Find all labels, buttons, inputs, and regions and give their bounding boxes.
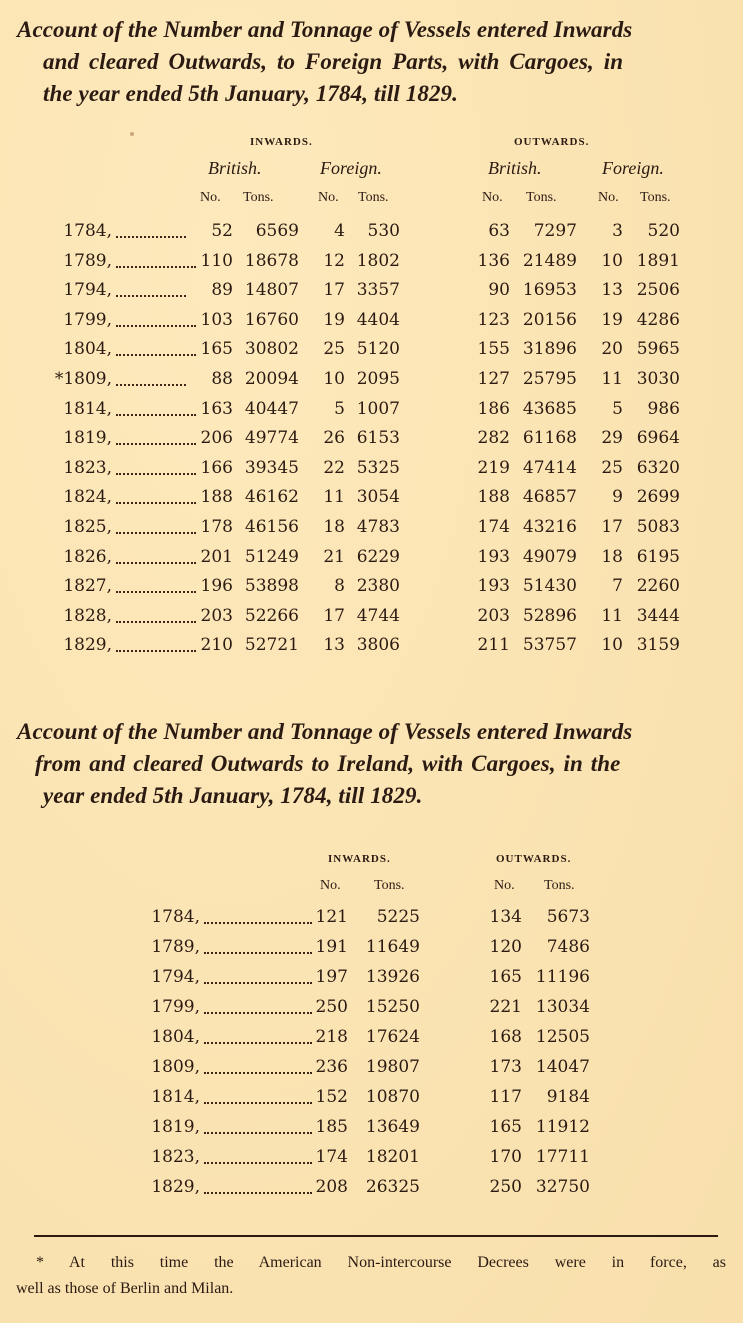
inwards-british-tons: 16760 (244, 309, 299, 330)
table1-row (0, 217, 743, 245)
inwards-foreign-no: 19 (323, 309, 345, 330)
outwards-foreign-no: 7 (612, 576, 623, 597)
year-label: 1827, (63, 576, 112, 597)
outwards-foreign-no: 20 (601, 339, 623, 360)
table2-title (17, 716, 632, 812)
footnote-line: * At this time the American Non-intercourse Decrees were in force, as (36, 1254, 726, 1271)
year-label: 1804, (151, 1027, 200, 1047)
table1-in-foreign-header: Foreign. (320, 158, 382, 178)
table2-row (0, 1053, 743, 1081)
inwards-tons: 26325 (365, 1177, 420, 1197)
outwards-no: 165 (489, 1117, 522, 1137)
outwards-foreign-tons: 5083 (636, 517, 680, 537)
table1-row (0, 602, 743, 630)
table2-row (0, 1113, 743, 1141)
outwards-british-no: 123 (477, 309, 510, 330)
outwards-foreign-tons: 3030 (636, 369, 680, 389)
year-label: 1819, (63, 428, 112, 449)
inwards-tons: 19807 (365, 1057, 420, 1077)
inwards-british-tons: 52266 (244, 605, 299, 626)
inwards-tons: 18201 (365, 1147, 420, 1167)
inwards-foreign-no: 10 (323, 369, 345, 389)
table1-in-british-header: British. (208, 158, 262, 178)
outwards-no: 168 (489, 1027, 522, 1047)
inwards-tons: 13649 (365, 1117, 420, 1137)
outwards-tons: 14047 (535, 1057, 590, 1077)
outwards-tons: 32750 (535, 1177, 590, 1197)
inwards-no: 121 (315, 907, 348, 927)
outwards-foreign-no: 25 (601, 457, 623, 478)
inwards-foreign-no: 17 (323, 280, 345, 301)
year-label: *1809, (54, 369, 112, 389)
outwards-tons: 17711 (535, 1147, 590, 1167)
outwards-foreign-no: 5 (612, 398, 623, 419)
inwards-british-no: 89 (211, 280, 233, 301)
year-label: 1799, (63, 309, 112, 330)
inwards-no: 208 (315, 1177, 348, 1197)
outwards-foreign-no: 10 (601, 635, 623, 656)
table1-col-tons: Tons. (640, 190, 671, 205)
outwards-foreign-no: 3 (612, 221, 623, 241)
table1-row (0, 335, 743, 363)
table2-col-no: No. (320, 878, 341, 893)
table2-row (0, 1143, 743, 1171)
outwards-tons: 11196 (535, 967, 590, 987)
table1-inwards-header: INWARDS. (250, 136, 313, 148)
inwards-foreign-no: 22 (323, 457, 345, 478)
outwards-foreign-no: 17 (601, 517, 623, 537)
inwards-british-no: 110 (200, 250, 233, 271)
outwards-tons: 9184 (546, 1087, 590, 1107)
inwards-tons: 15250 (365, 997, 420, 1017)
table1-row (0, 247, 743, 275)
inwards-british-no: 206 (200, 428, 233, 449)
outwards-british-no: 282 (477, 428, 510, 449)
outwards-no: 221 (489, 997, 522, 1017)
table1-col-no: No. (482, 190, 503, 205)
table1-col-tons: Tons. (358, 190, 389, 205)
inwards-foreign-tons: 6229 (356, 546, 400, 567)
outwards-foreign-no: 13 (601, 280, 623, 301)
inwards-foreign-no: 26 (323, 428, 345, 449)
outwards-foreign-no: 9 (612, 487, 623, 508)
inwards-british-no: 203 (200, 605, 233, 626)
outwards-foreign-tons: 3159 (636, 635, 680, 656)
table1-row (0, 276, 743, 304)
outwards-british-no: 193 (477, 546, 510, 567)
inwards-foreign-tons: 1007 (356, 398, 400, 419)
outwards-british-no: 90 (488, 280, 510, 301)
inwards-british-no: 166 (200, 457, 233, 478)
outwards-british-no: 219 (477, 457, 510, 478)
outwards-foreign-no: 11 (601, 605, 623, 626)
year-label: 1829, (151, 1177, 200, 1197)
table1-title-line: the year ended 5th January, 1784, till 1829. (43, 81, 458, 106)
outwards-british-no: 193 (477, 576, 510, 597)
inwards-british-tons: 20094 (244, 369, 299, 389)
table2-row (0, 963, 743, 991)
inwards-british-tons: 51249 (244, 546, 299, 567)
outwards-british-no: 186 (477, 398, 510, 419)
footnote-rule (34, 1235, 718, 1237)
outwards-foreign-tons: 2699 (636, 487, 680, 508)
year-label: 1823, (151, 1147, 200, 1167)
inwards-british-tons: 18678 (244, 250, 299, 271)
outwards-foreign-tons: 2506 (636, 280, 680, 301)
table1-outwards-header: OUTWARDS. (514, 136, 590, 148)
outwards-foreign-tons: 3444 (636, 605, 680, 626)
outwards-no: 117 (489, 1087, 522, 1107)
inwards-british-tons: 52721 (244, 635, 299, 656)
outwards-foreign-tons: 6964 (636, 428, 680, 449)
outwards-no: 120 (489, 937, 522, 957)
inwards-no: 152 (315, 1087, 348, 1107)
year-label: 1828, (63, 605, 112, 626)
inwards-british-no: 178 (200, 517, 233, 537)
footnote (16, 1250, 726, 1302)
inwards-british-no: 188 (200, 487, 233, 508)
outwards-british-no: 63 (488, 221, 510, 241)
inwards-foreign-tons: 3806 (356, 635, 400, 656)
inwards-foreign-tons: 3357 (356, 280, 400, 301)
table2-title-line: year ended 5th January, 1784, till 1829. (43, 783, 423, 808)
table2-col-tons: Tons. (374, 878, 405, 893)
year-label: 1824, (63, 487, 112, 508)
outwards-british-no: 155 (477, 339, 510, 360)
outwards-british-no: 188 (477, 487, 510, 508)
table1-out-british-header: British. (488, 158, 542, 178)
year-label: 1789, (151, 937, 200, 957)
outwards-british-tons: 49079 (522, 546, 577, 567)
inwards-foreign-no: 11 (323, 487, 345, 508)
outwards-british-no: 211 (477, 635, 510, 656)
outwards-foreign-no: 18 (601, 546, 623, 567)
table2-row (0, 903, 743, 931)
inwards-foreign-no: 21 (323, 546, 345, 567)
year-label: 1809, (151, 1057, 200, 1077)
outwards-foreign-tons: 1891 (636, 250, 680, 271)
outwards-foreign-tons: 520 (647, 221, 680, 241)
year-label: 1823, (63, 457, 112, 478)
outwards-foreign-tons: 986 (647, 398, 680, 419)
table1-col-no: No. (318, 190, 339, 205)
inwards-no: 174 (315, 1147, 348, 1167)
inwards-foreign-tons: 3054 (356, 487, 400, 508)
table1-col-tons: Tons. (526, 190, 557, 205)
year-label: 1789, (63, 250, 112, 271)
outwards-foreign-no: 11 (601, 369, 623, 389)
year-label: 1829, (63, 635, 112, 656)
inwards-british-no: 201 (200, 546, 233, 567)
outwards-foreign-tons: 4286 (636, 309, 680, 330)
outwards-british-tons: 7297 (533, 221, 577, 241)
inwards-tons: 10870 (365, 1087, 420, 1107)
outwards-british-tons: 61168 (522, 428, 577, 449)
table1-row (0, 365, 743, 393)
table1-title-line: Account of the Number and Tonnage of Vessels entered Inwards (17, 17, 633, 42)
inwards-no: 236 (315, 1057, 348, 1077)
inwards-british-tons: 46156 (244, 517, 299, 537)
outwards-british-tons: 43216 (522, 517, 577, 537)
year-label: 1799, (151, 997, 200, 1017)
inwards-british-no: 88 (211, 369, 233, 389)
inwards-british-tons: 46162 (244, 487, 299, 508)
outwards-no: 134 (489, 907, 522, 927)
outwards-british-no: 203 (477, 605, 510, 626)
outwards-foreign-no: 10 (601, 250, 623, 271)
inwards-british-tons: 49774 (244, 428, 299, 449)
inwards-no: 197 (315, 967, 348, 987)
inwards-foreign-no: 25 (323, 339, 345, 360)
inwards-no: 191 (315, 937, 348, 957)
inwards-foreign-tons: 4404 (356, 309, 400, 330)
year-label: 1794, (151, 967, 200, 987)
inwards-foreign-no: 13 (323, 635, 345, 656)
table1-row (0, 513, 743, 541)
inwards-british-no: 165 (200, 339, 233, 360)
outwards-british-no: 136 (477, 250, 510, 271)
inwards-foreign-no: 5 (334, 398, 345, 419)
table1-row (0, 483, 743, 511)
outwards-british-tons: 31896 (522, 339, 577, 360)
table1-title (17, 14, 632, 110)
year-label: 1825, (63, 517, 112, 537)
inwards-foreign-tons: 6153 (356, 428, 400, 449)
inwards-foreign-tons: 5120 (356, 339, 400, 360)
outwards-tons: 13034 (535, 997, 590, 1017)
inwards-british-no: 196 (200, 576, 233, 597)
year-label: 1814, (63, 398, 112, 419)
table2-title-line: from and cleared Outwards to Ireland, with Cargoes, in the (35, 751, 621, 776)
inwards-foreign-tons: 4783 (356, 517, 400, 537)
outwards-british-tons: 16953 (522, 280, 577, 301)
table2-row (0, 1083, 743, 1111)
outwards-tons: 7486 (546, 937, 590, 957)
inwards-foreign-no: 4 (334, 221, 345, 241)
outwards-british-tons: 21489 (522, 250, 577, 271)
inwards-british-no: 52 (211, 221, 233, 241)
outwards-foreign-tons: 6195 (636, 546, 680, 567)
year-label: 1784, (63, 221, 112, 241)
outwards-british-tons: 47414 (522, 457, 577, 478)
table1-row (0, 631, 743, 659)
table1-col-tons: Tons. (243, 190, 274, 205)
table1-col-no: No. (598, 190, 619, 205)
table2-row (0, 1173, 743, 1201)
outwards-british-tons: 20156 (522, 309, 577, 330)
outwards-british-tons: 51430 (522, 576, 577, 597)
year-label: 1804, (63, 339, 112, 360)
inwards-tons: 13926 (365, 967, 420, 987)
inwards-no: 250 (315, 997, 348, 1017)
outwards-no: 173 (489, 1057, 522, 1077)
outwards-foreign-no: 19 (601, 309, 623, 330)
table1-row (0, 454, 743, 482)
outwards-british-tons: 25795 (522, 369, 577, 389)
inwards-british-tons: 53898 (244, 576, 299, 597)
table1-row (0, 424, 743, 452)
inwards-foreign-tons: 4744 (356, 605, 400, 626)
table1-out-foreign-header: Foreign. (602, 158, 664, 178)
inwards-foreign-tons: 1802 (356, 250, 400, 271)
table2-row (0, 1023, 743, 1051)
inwards-foreign-no: 18 (323, 517, 345, 537)
inwards-british-no: 103 (200, 309, 233, 330)
inwards-foreign-no: 17 (323, 605, 345, 626)
inwards-tons: 11649 (365, 937, 420, 957)
outwards-british-tons: 46857 (522, 487, 577, 508)
inwards-foreign-no: 8 (334, 576, 345, 597)
year-label: 1794, (63, 280, 112, 301)
table2-inwards-header: INWARDS. (328, 853, 391, 865)
table2-row (0, 933, 743, 961)
inwards-foreign-no: 12 (323, 250, 345, 271)
inwards-foreign-tons: 530 (367, 221, 400, 241)
inwards-british-no: 210 (200, 635, 233, 656)
outwards-foreign-tons: 2260 (636, 576, 680, 597)
table2-row (0, 993, 743, 1021)
table2-col-no: No. (494, 878, 515, 893)
speck-mark (130, 132, 134, 136)
table2-title-line: Account of the Number and Tonnage of Vessels entered Inwards (17, 719, 633, 744)
outwards-british-no: 127 (477, 369, 510, 389)
inwards-british-tons: 39345 (244, 457, 299, 478)
inwards-no: 185 (315, 1117, 348, 1137)
table2-col-tons: Tons. (544, 878, 575, 893)
year-label: 1814, (151, 1087, 200, 1107)
outwards-foreign-tons: 6320 (636, 457, 680, 478)
inwards-british-tons: 14807 (244, 280, 299, 301)
outwards-tons: 12505 (535, 1027, 590, 1047)
outwards-tons: 5673 (546, 907, 590, 927)
inwards-foreign-tons: 5325 (356, 457, 400, 478)
inwards-foreign-tons: 2095 (356, 369, 400, 389)
table1-title-line: and cleared Outwards, to Foreign Parts, with Cargoes, in (43, 49, 624, 74)
outwards-foreign-tons: 5965 (636, 339, 680, 360)
inwards-british-no: 163 (200, 398, 233, 419)
inwards-british-tons: 6569 (255, 221, 299, 241)
year-label: 1826, (63, 546, 112, 567)
table1-row (0, 306, 743, 334)
inwards-tons: 5225 (376, 907, 420, 927)
table1-row (0, 395, 743, 423)
inwards-tons: 17624 (365, 1027, 420, 1047)
outwards-no: 165 (489, 967, 522, 987)
table2-outwards-header: OUTWARDS. (496, 853, 572, 865)
footnote-line: well as those of Berlin and Milan. (16, 1280, 234, 1297)
outwards-british-no: 174 (477, 517, 510, 537)
year-label: 1819, (151, 1117, 200, 1137)
table1-row (0, 572, 743, 600)
outwards-no: 250 (489, 1177, 522, 1197)
outwards-foreign-no: 29 (601, 428, 623, 449)
outwards-no: 170 (489, 1147, 522, 1167)
inwards-british-tons: 30802 (244, 339, 299, 360)
table1-col-no: No. (200, 190, 221, 205)
outwards-tons: 11912 (535, 1117, 590, 1137)
outwards-british-tons: 43685 (522, 398, 577, 419)
table1-row (0, 543, 743, 571)
inwards-british-tons: 40447 (244, 398, 299, 419)
inwards-no: 218 (315, 1027, 348, 1047)
inwards-foreign-tons: 2380 (356, 576, 400, 597)
outwards-british-tons: 52896 (522, 605, 577, 626)
year-label: 1784, (151, 907, 200, 927)
outwards-british-tons: 53757 (522, 635, 577, 656)
